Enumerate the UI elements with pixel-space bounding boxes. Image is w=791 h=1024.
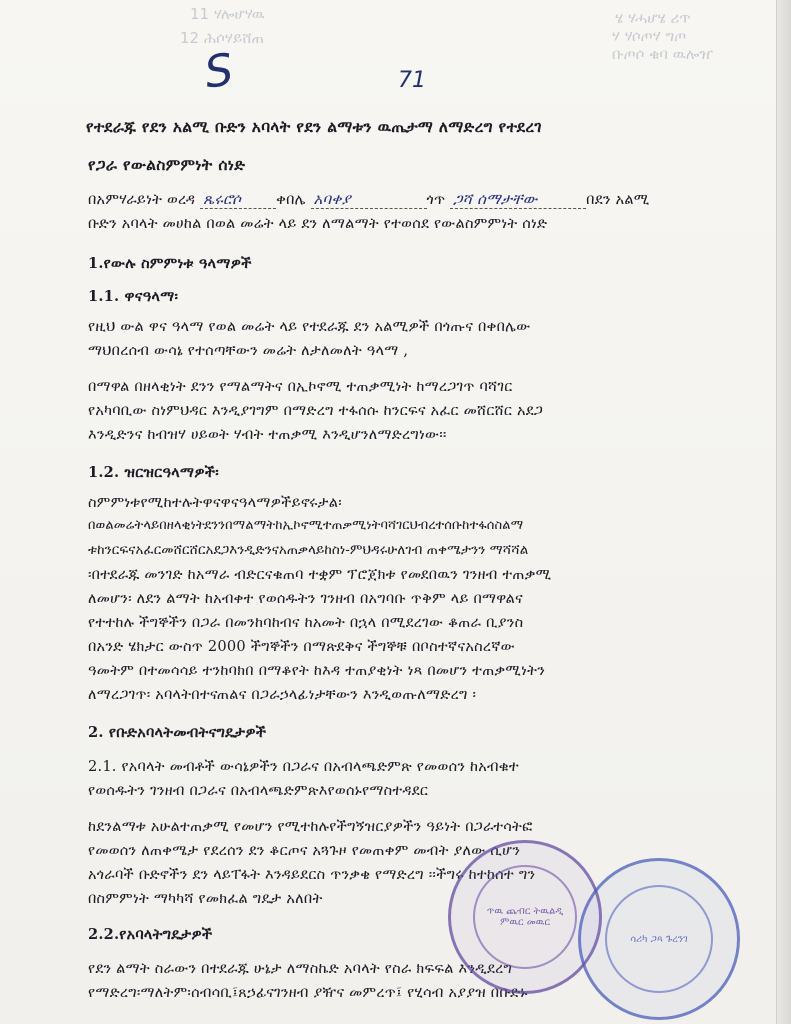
official-seal-right [578, 858, 740, 1020]
para-6-line-1: የደን ልማት ስራውን በተደራጁ ሁኔታ ለማስኬድ አባላት የስራ ክፍፍል እንዲደረግ [88, 960, 513, 977]
faded-text-top-right-1: ሄ ሃሓሆሄ ሪጥ [615, 9, 691, 27]
got-fill: ጋሻ ሰማታቸው [450, 190, 586, 209]
section-1-2-heading: 1.2. ዝርዝርዓላማዎች፡ [88, 464, 219, 481]
para-3-line-9: ለማረጋገጥ፡ አባላትበተናጠልና በጋራኃላፊነታቸውን እንዲወጡለማድረግ ፡ [88, 686, 477, 703]
para-3-line-2: በወልመሬትላይበዘላቂነትደንንበማልማትከኢኮኖሚተጠቃሚነትባሻገርህብረተሰቡከተፋሰስልማ [88, 518, 524, 533]
para-5-line-2: የመወሰን ለጠቀሜታ የደረሰን ደን ቆርጦና አጓጉዞ የመጠቀም መብት ያለው ሲሆን [88, 842, 521, 859]
faded-text-top-left-2: 12 ሕሶሃይሸጠ [180, 29, 265, 47]
intro-suffix: በደን አልሚ [586, 191, 650, 208]
paper-edge [776, 0, 791, 1024]
section-2-2-heading: 2.2.የአባላትግዴታዎች [88, 926, 213, 943]
intro-line-2: ቡድን አባላት መሀከል በወል መሬት ላይ ደን ለማልማት የተወሰደ የውልስምምነት ሰነድ [88, 215, 548, 232]
faded-text-top-right-3: ቡጦሶ ቁባ ዉሎዠ [612, 45, 714, 63]
para-3-line-4: ፡በተደራጁ መንገድ ከአማራ ብድርናቁጠባ ተቋም ፕሮጀክቱ የመደበዉን ገንዘብ ተጠቃሚ [88, 566, 552, 583]
para-2-line-2: የአካባቢው ስነምህዳር እንዲያገግም በማድረግ ተፋሰሱ ከንርፍና አፈር መሸርሸር አደጋ [88, 402, 544, 419]
section-2-heading: 2. የቡድአባላትመብትናግዴታዎች [88, 724, 267, 741]
para-3-line-3: ቱከንርፍናአፈርመሸርሸርአደጋእንዲድንናአጠቃላይከስነ-ምህዳሩሁለገብ ጠቀሜታንን ማሻሻል [88, 542, 529, 558]
official-seal-left [448, 840, 602, 994]
woreda-fill: ጼሩሮሶ [200, 190, 276, 209]
para-3-line-7: በአንድ ሄክታር ውስጥ 2000 ችግኞችን በማጽደቅና ችግኞቹ በቦስተኛናአስረኛው [88, 638, 515, 655]
section-1-1-heading: 1.1. ዋናዓላማ፡ [88, 288, 179, 305]
para-3-line-5: ለመሆን፡ ለደን ልማት ከአብቀተ የወሰዱትን ገንዘብ በአግባቡ ጥቅም ላይ በማዋልና [88, 590, 523, 607]
document-title: የተደራጁ የደን አልሚ ቡድን አባላት የደን ልማቱን ዉጤታማ ለማድረግ የተደረገ [86, 118, 542, 136]
para-1-line-1: የዚህ ውል ዋና ዓላማ የወል መሬት ላይ የተደራጁ ደን አልሚዎች በጎጡና በቀበሌው [88, 318, 531, 335]
para-6-line-2: የማድረግ፡ማለትም፡ሰብሳቢ፤ጸኃፊናገንዘብ ያዥና መምረጥ፤ የሂሳብ አያያዝ በቡድኑ [88, 984, 528, 1001]
document-subtitle: የጋራ የውልስምምነት ሰነድ [88, 156, 246, 174]
para-3-line-6: የተተከሉ ችግኞችን በጋራ በመንከባከብና ከአመት በኋላ በሚደረገው ቆጠራ ቢያንስ [88, 614, 524, 631]
para-1-line-2: ማህበረሰብ ውሳኔ የተሰጣቸውን መሬት ለታለመለት ዓላማ , [88, 342, 409, 359]
kebele-fill: አባቀያ [311, 190, 427, 209]
intro-got-label: ጎጥ [426, 191, 446, 208]
handwritten-page-number: 71 [398, 68, 426, 93]
intro-kebele-label: ቀበሌ [276, 191, 306, 208]
handwritten-mark-s: S [201, 44, 237, 99]
section-1-heading: 1.የውሉ ስምምነቱ ዓላማዎች [88, 255, 252, 272]
para-3-line-1: ስምምነቱየሚከተሉትዋናዋናዓላማዎችይኖሩታል፡ [88, 494, 342, 511]
para-5-line-4: በስምምነት ማካካሻ የመክፈል ግዴታ አለበት [88, 890, 323, 907]
section-2-1-line-1: 2.1. የአባላት መብቶች ውሳኔዎችን በጋራና በአብላጫድምጽ የመወሰን ከአብቁተ [88, 758, 519, 775]
faded-text-top-right-2: ሃ ሃሶጦሃ ግጦ [612, 27, 687, 45]
para-2-line-1: በማዋል በዘላቂነት ደንን የማልማትና በኢኮኖሚ ተጠቃሚነት ከማረጋገጥ ባሻገር [88, 378, 513, 395]
seal-left-text: ጥዉ ጨብር ትዉልዲ ምዉር መዉር [486, 906, 564, 928]
faded-text-top-left-1: 11 ሃሎሆሃዉ [190, 5, 265, 23]
para-3-line-8: ዓመትም በተመሳሳይ ተንከባክበ በማቆየት ከእዳ ተጠያቂነት ነጻ በመሆን ተጠቃሚነትን [88, 662, 546, 679]
seal-right-text: ሳሪካ ጋጻ ጉረንገ [630, 933, 688, 945]
para-2-line-3: እንዲድንና ከብዝሃ ሀይወት ሃብት ተጠቃሚ እንዲሆንለማድረግነው፡፡ [88, 426, 447, 443]
para-5-line-1: ከደንልማቱ አሁልተጠቃሚ የመሆን የሚተከሉየችግኝዝርያዎችን ዓይነት በጋራተሳትፎ [88, 818, 533, 835]
intro-prefix: በአምሃራይነት ወረዳ [88, 191, 196, 208]
para-5-line-3: አጎራባች ቡድኖችን ደን ላይፐፋት እንዳይደርስ ጥንቃቄ የማድረግ ፡፡ችግሩ ከተከሰተ ግን [88, 866, 536, 883]
intro-line-1 [88, 190, 650, 209]
para-4-line-1: የወሰዱትን ገንዘብ በጋራና በአብላጫድምጽእየወሰኑየማስተዳደር [88, 782, 429, 799]
